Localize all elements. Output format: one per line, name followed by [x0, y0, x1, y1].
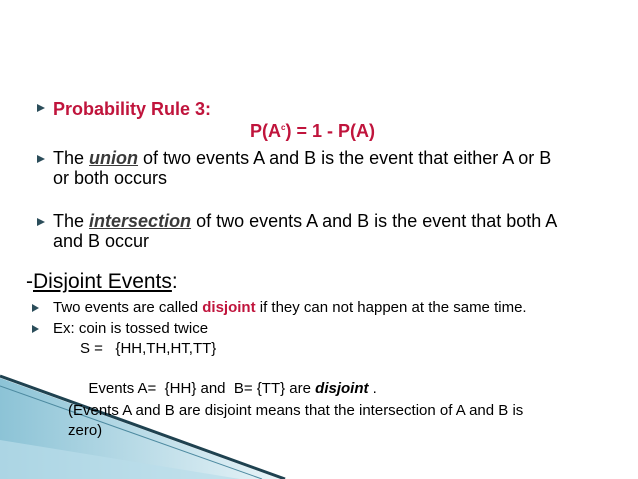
disjoint-definition: [53, 298, 527, 318]
sample-space: S = {HH,TH,HT,TT}: [80, 340, 217, 357]
disjoint-heading: [26, 270, 178, 294]
union-term: union: [89, 148, 139, 168]
heading-colon: :: [171, 270, 178, 293]
formula-part-b: ) = 1 - P(A): [285, 121, 375, 141]
events-pre: Events A= {HH} and B= {TT} are: [88, 380, 316, 397]
formula-superscript: c: [281, 123, 286, 132]
intersection-line1-rest: of two events A and B is the event that both A: [191, 211, 558, 231]
complement-formula: [250, 121, 375, 142]
intersection-term: intersection: [89, 211, 192, 231]
note-line2: zero): [68, 422, 103, 439]
events-term: disjoint: [315, 380, 369, 397]
def-term: disjoint: [202, 299, 256, 316]
heading-dash: -: [26, 270, 33, 293]
union-definition: [53, 148, 623, 188]
heading-text: Disjoint Events: [33, 270, 172, 293]
union-pre: The: [53, 148, 90, 168]
example-line: Ex: coin is tossed twice: [53, 320, 209, 337]
bullet-arrow-icon: [32, 325, 39, 333]
union-line1-rest: of two events A and B is the event that either A or B: [138, 148, 552, 168]
events-post: .: [368, 380, 377, 397]
rule-title: Probability Rule 3:: [53, 99, 212, 119]
note: [68, 401, 523, 441]
formula-part-a: P(A: [250, 121, 281, 141]
events-line: [80, 359, 377, 399]
intersection-line2: and B occur: [53, 231, 150, 251]
bullet-arrow-icon: [37, 218, 45, 226]
bullet-arrow-icon: [37, 104, 45, 112]
note-line1: (Events A and B are disjoint means that the intersection of A and B is: [68, 402, 524, 419]
intersection-definition: [53, 211, 628, 251]
union-line2: or both occurs: [53, 168, 168, 188]
bullet-arrow-icon: [37, 155, 45, 163]
intersection-pre: The: [53, 211, 90, 231]
def-pre: Two events are called: [53, 299, 203, 316]
bullet-arrow-icon: [32, 304, 39, 312]
def-post: if they can not happen at the same time.: [255, 299, 527, 316]
